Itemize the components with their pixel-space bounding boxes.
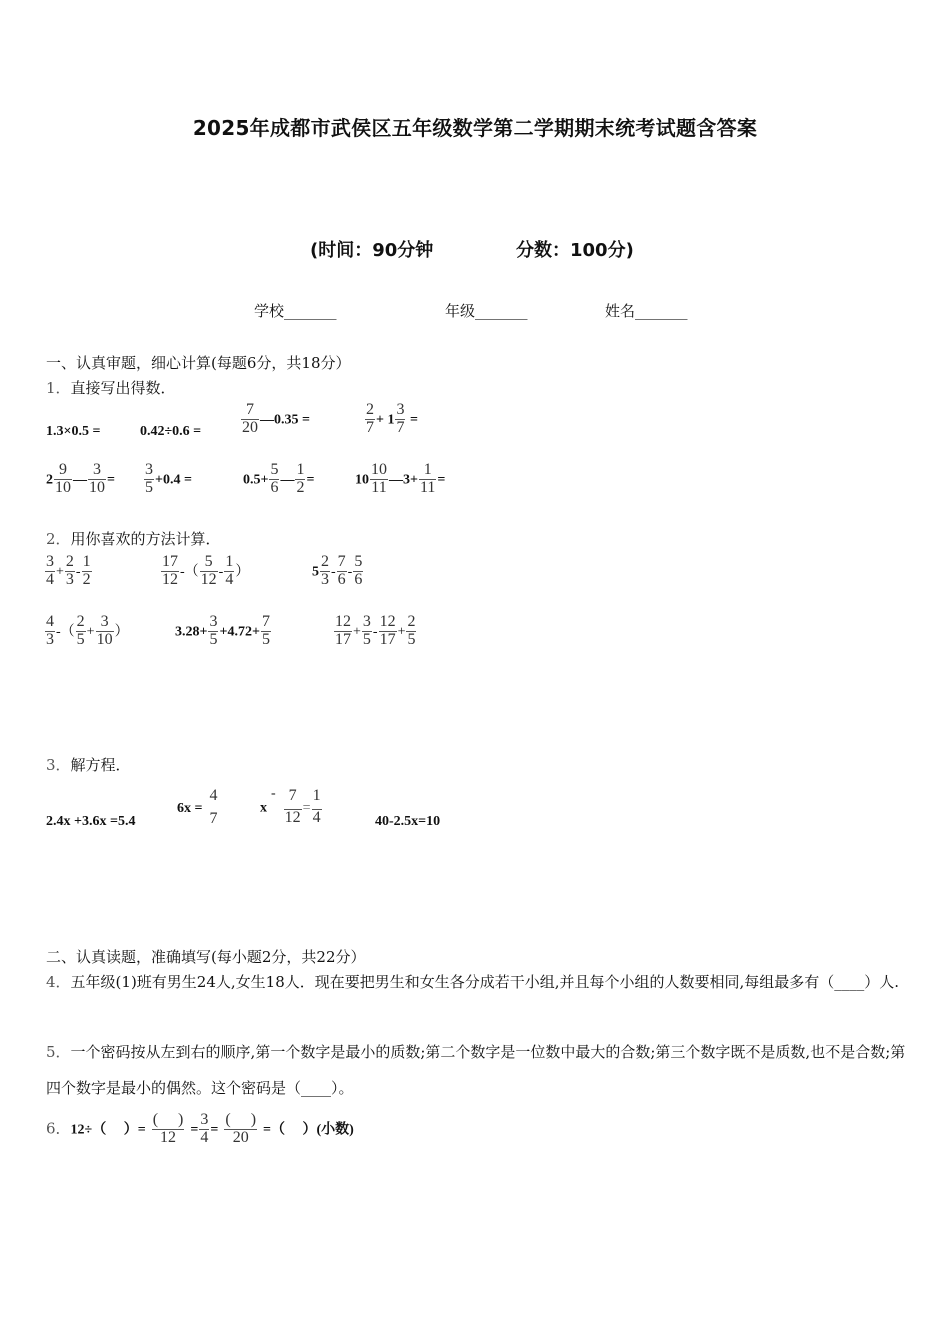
question-6: 6．12÷（ ）= ( ) 12 = $\frac{3}{4}$ = ( ) 20 =（ ）(小数) (46, 1111, 354, 1146)
expr-1b: 0.42÷0.6 = (140, 424, 202, 439)
question-number: 1． (46, 379, 71, 397)
fraction: $\frac{1}{2}$ (296, 461, 305, 496)
fraction: $\frac{7}{6}$ (337, 553, 346, 588)
fraction: $\frac{17}{12}$ (162, 553, 178, 588)
fraction: ( ) 20 (225, 1111, 257, 1146)
fraction: $\frac{5}{6}$ (354, 553, 363, 588)
fraction: $\frac{3}{4}$ (46, 553, 54, 588)
expr-2f: $\frac{12}{17}$ + $\frac{3}{5}$ - $\frac{12}{17}$ + $\frac{2}{5}$ (335, 613, 416, 648)
fraction: $\frac{2}{7}$ (366, 401, 374, 436)
expr-2c: 5 $\frac{2}{3}$ - $\frac{7}{6}$ - $\frac{5}{6}$ (312, 553, 363, 588)
equation-c: x- $\frac{7}{12}$ = $\frac{1}{4}$ (260, 786, 321, 826)
question-number: 4． (46, 973, 71, 991)
equation-b: 6x = 4 7 (177, 787, 218, 827)
fraction: $\frac{5}{6}$ (270, 461, 279, 496)
fraction: $\frac{1}{11}$ (419, 461, 436, 496)
expr-1e: 2 $\frac{9}{10}$ — $\frac{3}{10}$ = (46, 461, 115, 496)
section2-heading: 二、认真读题，准确填写(每小题2分，共22分） (46, 948, 366, 966)
expr-2b: $\frac{17}{12}$ -（ $\frac{5}{12}$ - $\frac{1}{4}$ ） (162, 553, 250, 588)
fraction: $\frac{5}{12}$ (200, 553, 217, 588)
question-text: 一个密码按从左到右的顺序,第一个数字是最小的质数;第二个数字是一位数中最大的合数;第三个数字既不是质数,也不是合数;第四个数字是最小的偶然。这个密码是（____）。 (46, 1043, 906, 1097)
question-text: 直接写出得数． (70, 379, 176, 397)
section1-heading: 一、认真审题，细心计算(每题6分，共18分） (46, 354, 351, 372)
fraction: 4 7 (209, 787, 218, 827)
fraction: $\frac{7}{5}$ (261, 613, 270, 648)
expr-2e: 3.28+ $\frac{3}{5}$ +4.72+ $\frac{7}{5}$ (175, 613, 270, 648)
fraction: $\frac{1}{2}$ (82, 553, 91, 588)
fraction: $\frac{3}{5}$ (209, 613, 218, 648)
fraction: $\frac{3}{10}$ (96, 613, 113, 648)
question-number: 5． (46, 1043, 71, 1061)
fraction: $\frac{3}{4}$ (200, 1111, 209, 1146)
fraction: $\frac{7}{12}$ (284, 787, 301, 826)
name-field: 姓名_______ (605, 302, 688, 320)
fraction: $\frac{3}{5}$ (145, 461, 153, 496)
equation-a: 2.4x +3.6x =5.4 (46, 814, 136, 829)
question-5 (46, 1034, 908, 1106)
fraction: $\frac{1}{4}$ (312, 787, 321, 826)
expr-1d: $\frac{2}{7}$ + 1 $\frac{3}{7}$ = (366, 401, 418, 436)
question-text: 解方程． (70, 756, 131, 774)
fraction: $\frac{3}{10}$ (89, 461, 105, 496)
question-text: 用你喜欢的方法计算． (70, 530, 221, 548)
fraction: $\frac{1}{4}$ (225, 553, 234, 588)
fraction: $\frac{12}{17}$ (335, 613, 351, 648)
question-2 (46, 528, 221, 549)
fraction: $\frac{3}{5}$ (362, 613, 371, 648)
fraction: $\frac{10}{11}$ (371, 461, 387, 496)
total-score: 分数：100分) (516, 240, 634, 261)
equation-d: 40-2.5x=10 (375, 814, 441, 829)
fraction: $\frac{2}{5}$ (76, 613, 85, 648)
fraction: $\frac{7}{20}$ (242, 401, 258, 436)
fraction: $\frac{2}{5}$ (407, 613, 416, 648)
fraction: $\frac{3}{7}$ (396, 401, 405, 436)
question-1 (46, 377, 176, 398)
expr-2d: $\frac{4}{3}$ -（ $\frac{2}{5}$ + $\frac{3}{10}$ ） (46, 613, 129, 648)
fraction: ( ) 12 (152, 1111, 184, 1146)
expr-1h: 10 $\frac{10}{11}$ —3+ $\frac{1}{11}$ = (355, 461, 446, 496)
expr-1a: 1.3×0.5 = (46, 424, 101, 439)
grade-field: 年级_______ (445, 302, 528, 320)
question-number: 3． (46, 756, 71, 774)
fraction: $\frac{9}{10}$ (55, 461, 71, 496)
question-number: 6． (46, 1119, 71, 1138)
expr-2a: $\frac{3}{4}$ + $\frac{2}{3}$ - $\frac{1}{2}$ (46, 553, 91, 588)
fraction: $\frac{12}{17}$ (379, 613, 396, 648)
question-3 (46, 754, 131, 775)
question-number: 2． (46, 530, 71, 548)
question-4 (46, 964, 908, 1000)
time-limit: (时间：90分钟 (310, 240, 434, 261)
page-title: 2025年成都市武侯区五年级数学第二学期期末统考试题含答案 (192, 116, 758, 140)
fraction: $\frac{2}{3}$ (65, 553, 74, 588)
school-field: 学校_______ (254, 302, 337, 320)
expr-1g: 0.5+ $\frac{5}{6}$ — $\frac{1}{2}$ = (243, 461, 315, 496)
expr-1f: $\frac{3}{5}$ +0.4 = (145, 461, 192, 496)
fraction: $\frac{2}{3}$ (321, 553, 329, 588)
expr-1c: $\frac{7}{20}$ —0.35 = (242, 401, 310, 436)
fraction: $\frac{4}{3}$ (46, 613, 54, 648)
question-text: 五年级(1)班有男生24人,女生18人．现在要把男生和女生各分成若干小组,并且每个小组的人数要相同,每组最多有（____）人. (70, 973, 900, 991)
